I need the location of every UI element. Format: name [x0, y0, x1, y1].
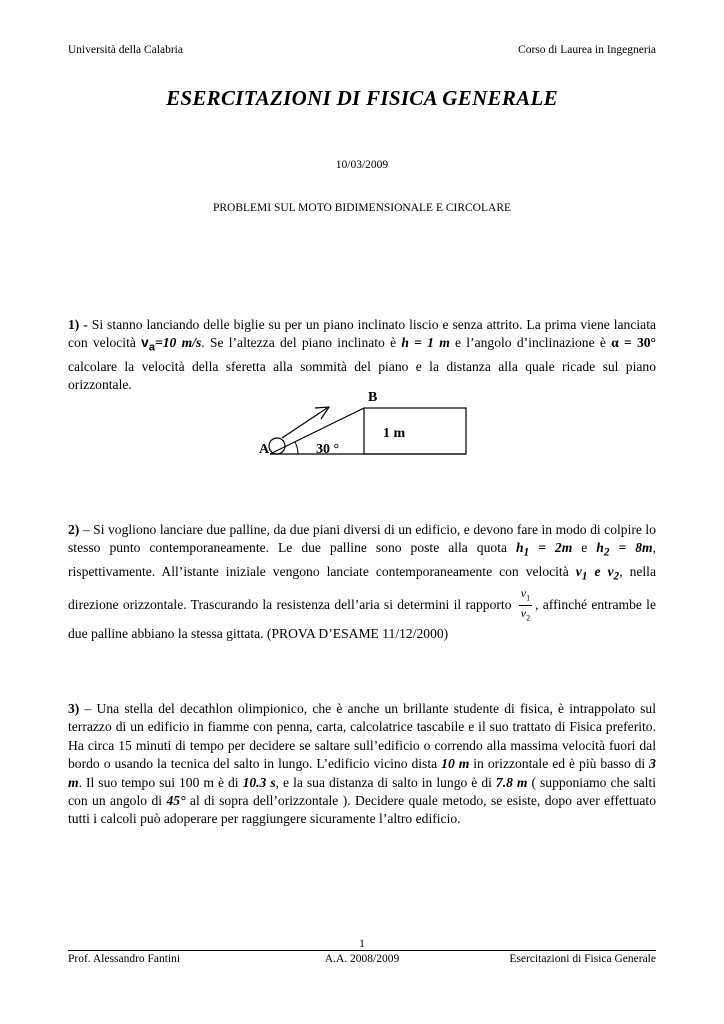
velocity-arrow [282, 408, 327, 438]
height-value: h = 1 m [401, 335, 450, 351]
marble [269, 438, 285, 454]
velocity-value: =10 m/s [155, 335, 202, 351]
page-subtitle: PROBLEMI SUL MOTO BIDIMENSIONALE E CIRCOLARE [212, 202, 512, 214]
problem-1-number: 1) - [68, 317, 88, 332]
document-date: 10/03/2009 [335, 159, 389, 171]
problem-3-number: 3) [68, 701, 80, 716]
problem-1-text: 1) - Si stanno lanciando delle biglie su per un piano inclinato liscio e senza attrito. La prima viene lanciata con velocità $v_a=10$ m/s. Se l’altezza del piano inclinato è h = 1 m e l’angolo d’inclinazione è α = 30° calcolare la velocità della sferetta alla sommità del piano e la distanza alla quale ricade sul piano orizzontale. [68, 317, 657, 392]
platform-block [364, 408, 466, 454]
label-angle: 30 ° [316, 442, 340, 457]
problem-3-text: 3) – Una stella del decathlon olimpionico, che è anche un brillante studente di fisica, è intrappolato sul terrazzo di un edificio in fiamme con penna, carta, calcolatrice tascabile e il suo trattato di Fisica preferito. Ha circa 15 minuti di tempo per decidere se saltare sull’edificio o correndo alla massima velocità fuori dal bordo o usando la tecnica del salto in lungo. L’edificio vicino dista 10 m in orizzontale ed è più basso di 3 m. Il suo tempo sui 100 m è di 10.3 s, e la sua distanza di salto in lungo è di 7.8 m ( supponiamo che salti con un angolo di 45° al di sopra dell’orizzontale ). Decidere quale metodo, se esiste, dopo aver effettuato tutti i calcoli può adoperare per raggiungere sicuramente l’altro edificio. [68, 701, 656, 827]
header-university: Università della Calabria [68, 44, 183, 56]
footer-course-title: Esercitazioni di Fisica Generale [509, 953, 656, 965]
header-course: Corso di Laurea in Ingegneria [518, 44, 656, 56]
label-b: B [368, 390, 378, 405]
footer-author: Prof. Alessandro Fantini [68, 953, 181, 965]
page-title: ESERCITAZIONI DI FISICA GENERALE [166, 86, 558, 110]
velocity-symbol: $v_a$ [141, 335, 156, 355]
page-number: 1 [359, 938, 365, 950]
footer-divider [68, 950, 656, 951]
problem-2-text: 2) – Si vogliono lanciare due palline, da due piani diversi di un edificio, e devono fare in modo di colpire lo stesso punto contemporaneamente. Le due palline sono poste alla quota $h_1 = 2m$ e $h_2 = 8m$, rispettivamente. All’istante iniziale vengono lanciate contemporaneamente con velocità $v_1$ e $v_2$, nella direzione orizzontale. Trascurando la resistenza dell’aria si determini il rapporto $\frac{v_1}{v_2}$ , affinché entrambe le due palline abbiano la stessa gittata. (PROVA D’ESAME 11/12/2000) [68, 522, 656, 642]
footer-academic-year: A.A. 2008/2009 [324, 953, 400, 965]
problem-2-number: 2) [68, 522, 80, 537]
label-a: A [259, 442, 270, 457]
label-height: 1 m [383, 426, 406, 441]
arrowhead-icon [315, 407, 329, 419]
angle-arc [295, 442, 298, 454]
inclined-plane-figure [240, 386, 480, 462]
angle-value: α = 30° [611, 335, 656, 351]
velocity-ratio-fraction: $\frac{v_1}{v_2}$ [520, 585, 531, 623]
